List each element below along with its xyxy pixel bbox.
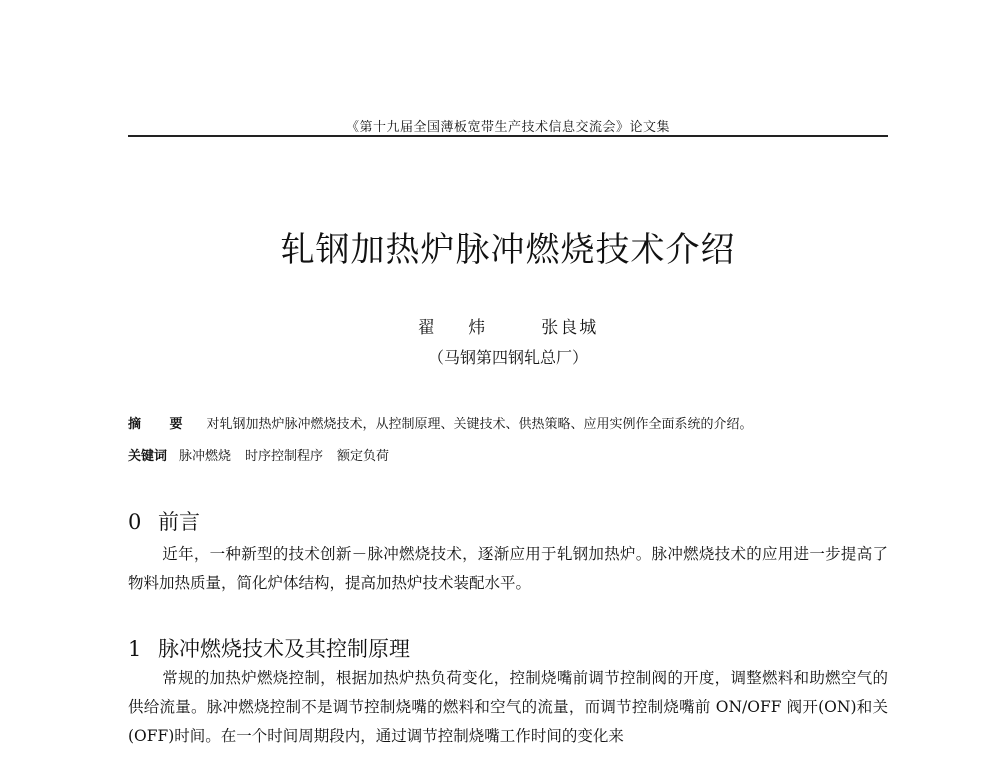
keyword: 额定负荷 bbox=[337, 449, 390, 464]
body-paragraph bbox=[128, 540, 888, 598]
keywords-label: 关键词 bbox=[128, 449, 168, 464]
section-title: 脉冲燃烧技术及其控制原理 bbox=[158, 637, 410, 661]
section-heading bbox=[128, 633, 888, 663]
paper-title: 轧钢加热炉脉冲燃烧技术介绍 bbox=[280, 230, 736, 270]
section-title: 前言 bbox=[158, 510, 200, 534]
abstract-text: 对轧钢加热炉脉冲燃烧技术，从控制原理、关键技术、供热策略、应用实例作全面系统的介绍。 bbox=[206, 417, 753, 432]
authors bbox=[128, 313, 888, 338]
running-header: 《第十九届全国薄板宽带生产技术信息交流会》论文集 bbox=[345, 120, 670, 135]
paragraph-text: 常规的加热炉燃烧控制，根据加热炉热负荷变化，控制烧嘴前调节控制阀的开度，调整燃料和助燃空气的供给流量。脉冲燃烧控制不是调节控制烧嘴的燃料和空气的流量，而调节控制烧嘴前 ON/OFF 阀开(ON)和关(OFF)时间。在一个时间周期段内，通过调节控制烧嘴工作时间的变化来 bbox=[128, 669, 888, 745]
abstract bbox=[128, 413, 888, 432]
author-name: 翟 炜 bbox=[417, 318, 500, 338]
section-number: 0 bbox=[128, 510, 142, 534]
affiliation: （马钢第四钢轧总厂） bbox=[427, 348, 588, 367]
keyword: 时序控制程序 bbox=[245, 449, 324, 464]
keyword: 脉冲燃烧 bbox=[179, 449, 232, 464]
paragraph-text: 近年，一种新型的技术创新－脉冲燃烧技术，逐渐应用于轧钢加热炉。脉冲燃烧技术的应用进一步提高了物料加热质量，简化炉体结构，提高加热炉技术装配水平。 bbox=[128, 545, 888, 592]
header-rule bbox=[128, 135, 888, 137]
section-number: 1 bbox=[128, 637, 142, 661]
keywords bbox=[128, 445, 888, 464]
section-heading bbox=[128, 506, 888, 536]
body-paragraph bbox=[128, 664, 888, 751]
abstract-label: 摘 要 bbox=[128, 417, 195, 432]
author-name: 张良城 bbox=[541, 318, 599, 338]
